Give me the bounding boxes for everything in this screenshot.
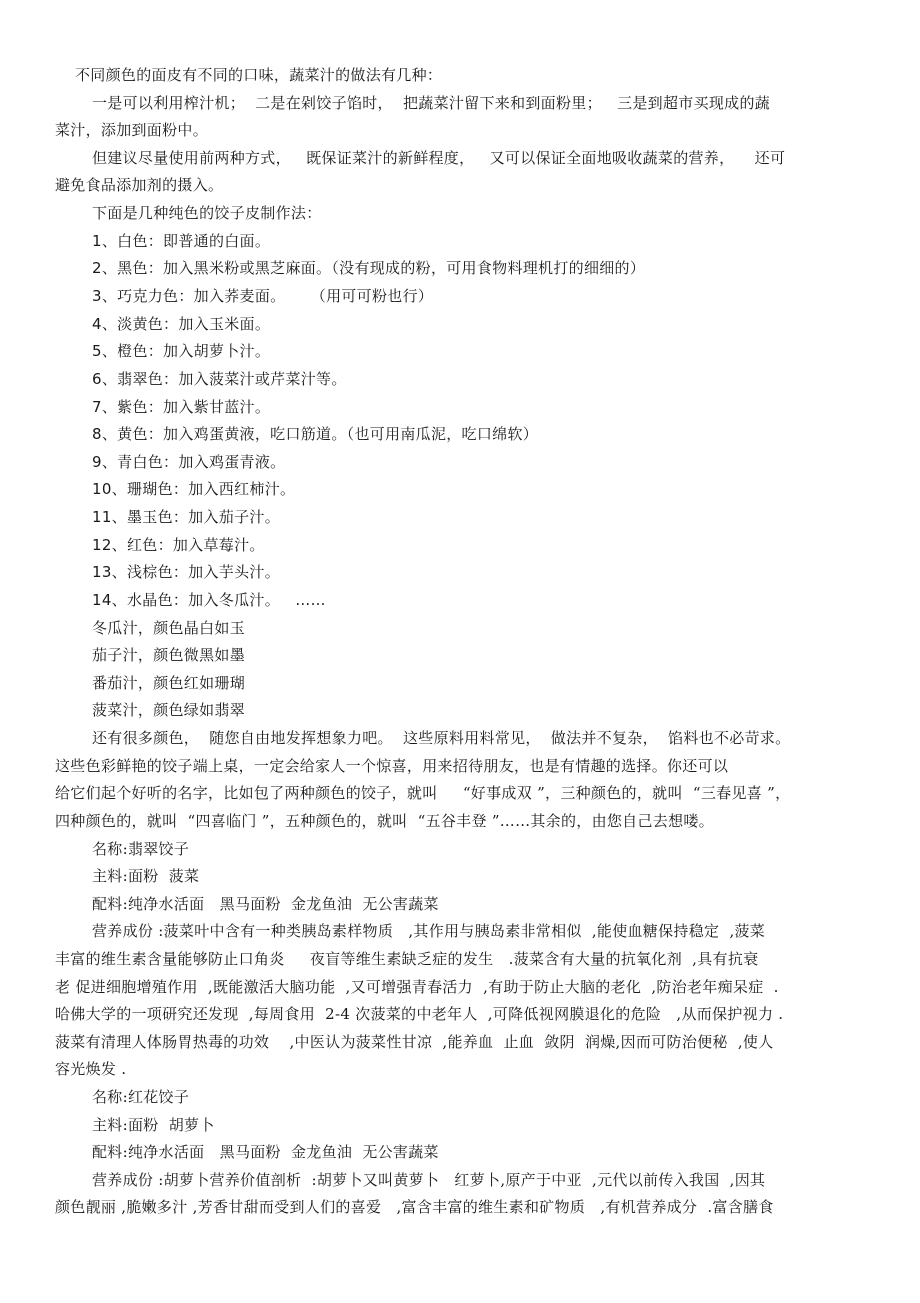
list-item: 2、黑色：加入黑米粉或黑芝麻面。（没有现成的粉，可用食物料理机打的细细的） (92, 259, 646, 277)
closing-line-3: 给它们起个好听的名字，比如包了两种颜色的饺子，就叫 “好事成双 ”，三种颜色的，就叫 “三春见喜 ”， (55, 784, 791, 802)
nutrition-line: 菠菜有清理人体肠胃热毒的功效 ,中医认为菠菜性甘凉 ,能养血 止血 敛阴 润燥,因而可防治便秘 ,使人 (55, 1033, 774, 1051)
recipe-main-ingredients: 主料:面粉 胡萝卜 (92, 1116, 215, 1134)
juice-note: 冬瓜汁，颜色晶白如玉 (92, 619, 246, 637)
list-item: 9、青白色：加入鸡蛋青液。 (92, 453, 286, 471)
list-item: 5、橙色：加入胡萝卜汁。 (92, 342, 271, 360)
juice-note: 茄子汁，颜色微黑如墨 (92, 646, 246, 664)
recipe-main-ingredients: 主料:面粉 菠菜 (92, 867, 200, 885)
recipe-aux-ingredients: 配料:纯净水活面 黑马面粉 金龙鱼油 无公害蔬菜 (92, 1143, 439, 1161)
methods-line-1: 一是可以利用榨汁机； 二是在剁饺子馅时， 把蔬菜汁留下来和到面粉里； 三是到超市买现成的蔬 (92, 94, 771, 112)
intro-line: 不同颜色的面皮有不同的口味，蔬菜汁的做法有几种： (75, 66, 443, 84)
list-heading: 下面是几种纯色的饺子皮制作法： (92, 204, 322, 222)
recipe-name: 名称:翡翠饺子 (92, 840, 190, 858)
list-item: 8、黄色：加入鸡蛋黄液，吃口筋道。（也可用南瓜泥，吃口绵软） (92, 425, 539, 443)
recipe-name: 名称:红花饺子 (92, 1088, 190, 1106)
list-item: 10、珊瑚色：加入西红柿汁。 (92, 480, 296, 498)
closing-line-2: 这些色彩鲜艳的饺子端上桌，一定会给家人一个惊喜，用来招待朋友，也是有情趣的选择。你还可以 (55, 757, 729, 775)
list-item: 11、墨玉色：加入茄子汁。 (92, 508, 280, 526)
list-item: 4、淡黄色：加入玉米面。 (92, 315, 271, 333)
nutrition-line: 丰富的维生素含量能够防止口角炎 夜盲等维生素缺乏症的发生 .菠菜含有大量的抗氧化剂 ,具有抗衰 (55, 950, 759, 968)
advice-line-1: 但建议尽量使用前两种方式， 既保证菜汁的新鲜程度， 又可以保证全面地吸收蔬菜的营养， 还可 (92, 149, 786, 167)
nutrition-line: 营养成份 :菠菜叶中含有一种类胰岛素样物质 ,其作用与胰岛素非常相似 ,能使血糖保持稳定 ,菠菜 (92, 922, 766, 940)
list-item: 14、水晶色：加入冬瓜汁。 …… (92, 591, 326, 609)
juice-note: 番茄汁，颜色红如珊瑚 (92, 674, 246, 692)
list-item: 3、巧克力色：加入荞麦面。 （用可可粉也行） (92, 287, 434, 305)
closing-line-1: 还有很多颜色， 随您自由地发挥想象力吧。 这些原料用料常见， 做法并不复杂， 馅料也不必苛求。 (92, 729, 791, 747)
methods-line-2: 菜汁，添加到面粉中。 (55, 121, 209, 139)
advice-line-2: 避免食品添加剂的摄入。 (55, 176, 224, 194)
list-item: 13、浅棕色：加入芋头汁。 (92, 563, 280, 581)
nutrition-line: 老 促进细胞增殖作用 ,既能激活大脑功能 ,又可增强青春活力 ,有助于防止大脑的老化 ,防治老年痴呆症 . (55, 978, 779, 996)
nutrition-line: 营养成份 :胡萝卜营养价值剖析 :胡萝卜又叫黄萝卜 红萝卜,原产于中亚 ,元代以前传入我国 ,因其 (92, 1171, 766, 1189)
list-item: 6、翡翠色：加入菠菜汁或芹菜汁等。 (92, 370, 347, 388)
nutrition-line: 容光焕发 . (55, 1060, 127, 1078)
recipe-aux-ingredients: 配料:纯净水活面 黑马面粉 金龙鱼油 无公害蔬菜 (92, 895, 439, 913)
list-item: 7、紫色：加入紫甘蓝汁。 (92, 398, 271, 416)
juice-note: 菠菜汁，颜色绿如翡翠 (92, 701, 246, 719)
closing-line-4: 四种颜色的，就叫 “四喜临门 ”，五种颜色的，就叫 “五谷丰登 ”……其余的，由您自己去想喽。 (55, 812, 714, 830)
nutrition-line: 哈佛大学的一项研究还发现 ,每周食用 2-4 次菠菜的中老年人 ,可降低视网膜退化的危险 ,从而保护视力 . (55, 1005, 784, 1023)
nutrition-line: 颜色靓丽 ,脆嫩多汁 ,芳香甘甜而受到人们的喜爱 ,富含丰富的维生素和矿物质 ,有机营养成分 .富含膳食 (55, 1198, 774, 1216)
list-item: 12、红色：加入草莓汁。 (92, 536, 265, 554)
list-item: 1、白色：即普通的白面。 (92, 232, 271, 250)
